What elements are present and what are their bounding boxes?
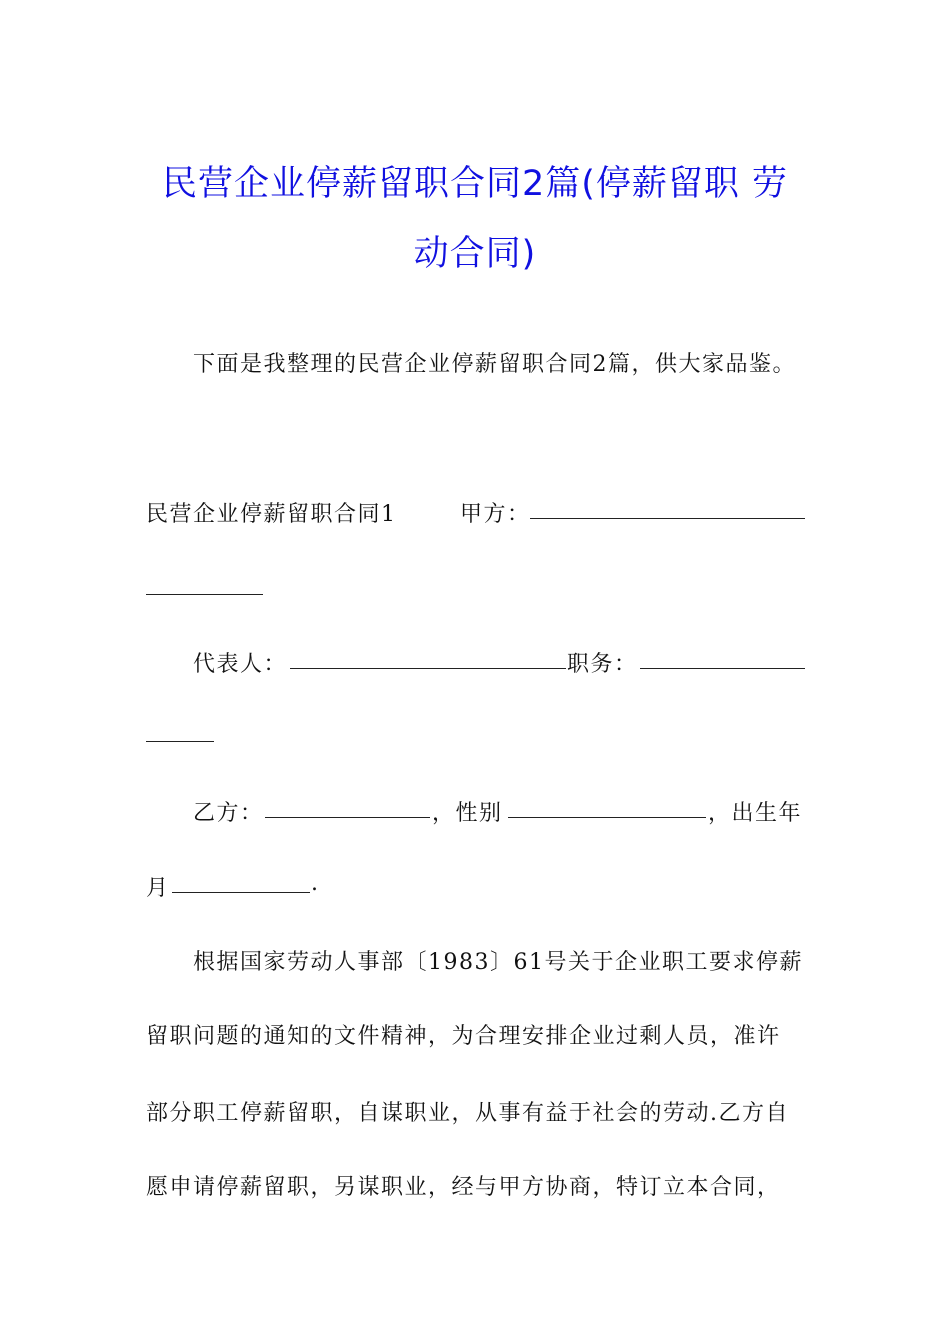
body-line: 留职问题的通知的文件精神，为合理安排企业过剩人员，准许: [146, 1024, 781, 1049]
party-b-label: 乙方：: [193, 801, 264, 826]
gender-label: ，性别: [432, 801, 503, 826]
representative-label: 代表人：: [193, 652, 288, 677]
body-line: 根据国家劳动人事部〔1983〕61号关于企业职工要求停薪: [193, 950, 803, 975]
contract-heading: 民营企业停薪留职合同1: [146, 502, 397, 527]
position-blank-cont: [146, 741, 214, 742]
representative-blank: [290, 668, 566, 669]
position-label: 职务：: [567, 652, 638, 677]
gender-blank: [508, 817, 706, 818]
birth-label-cont: 月: [146, 876, 170, 901]
party-a-blank: [530, 518, 805, 519]
party-a-label: 甲方：: [460, 502, 531, 527]
document-title-line-2: 动合同): [413, 234, 537, 275]
intro-paragraph: 下面是我整理的民营企业停薪留职合同2篇，供大家品鉴。: [193, 352, 796, 377]
birth-blank: [172, 892, 310, 893]
birth-label: ，出生年: [708, 801, 803, 826]
body-line: 愿申请停薪留职，另谋职业，经与甲方协商，特订立本合同，: [146, 1175, 781, 1200]
party-a-blank-cont: [146, 594, 263, 595]
document-title-line-1: 民营企业停薪留职合同2篇(停薪留职 劳: [161, 164, 789, 205]
body-line: 部分职工停薪留职，自谋职业，从事有益于社会的劳动.乙方自: [146, 1101, 789, 1126]
position-blank: [640, 668, 805, 669]
birth-period: .: [311, 871, 320, 896]
party-b-blank: [265, 817, 430, 818]
